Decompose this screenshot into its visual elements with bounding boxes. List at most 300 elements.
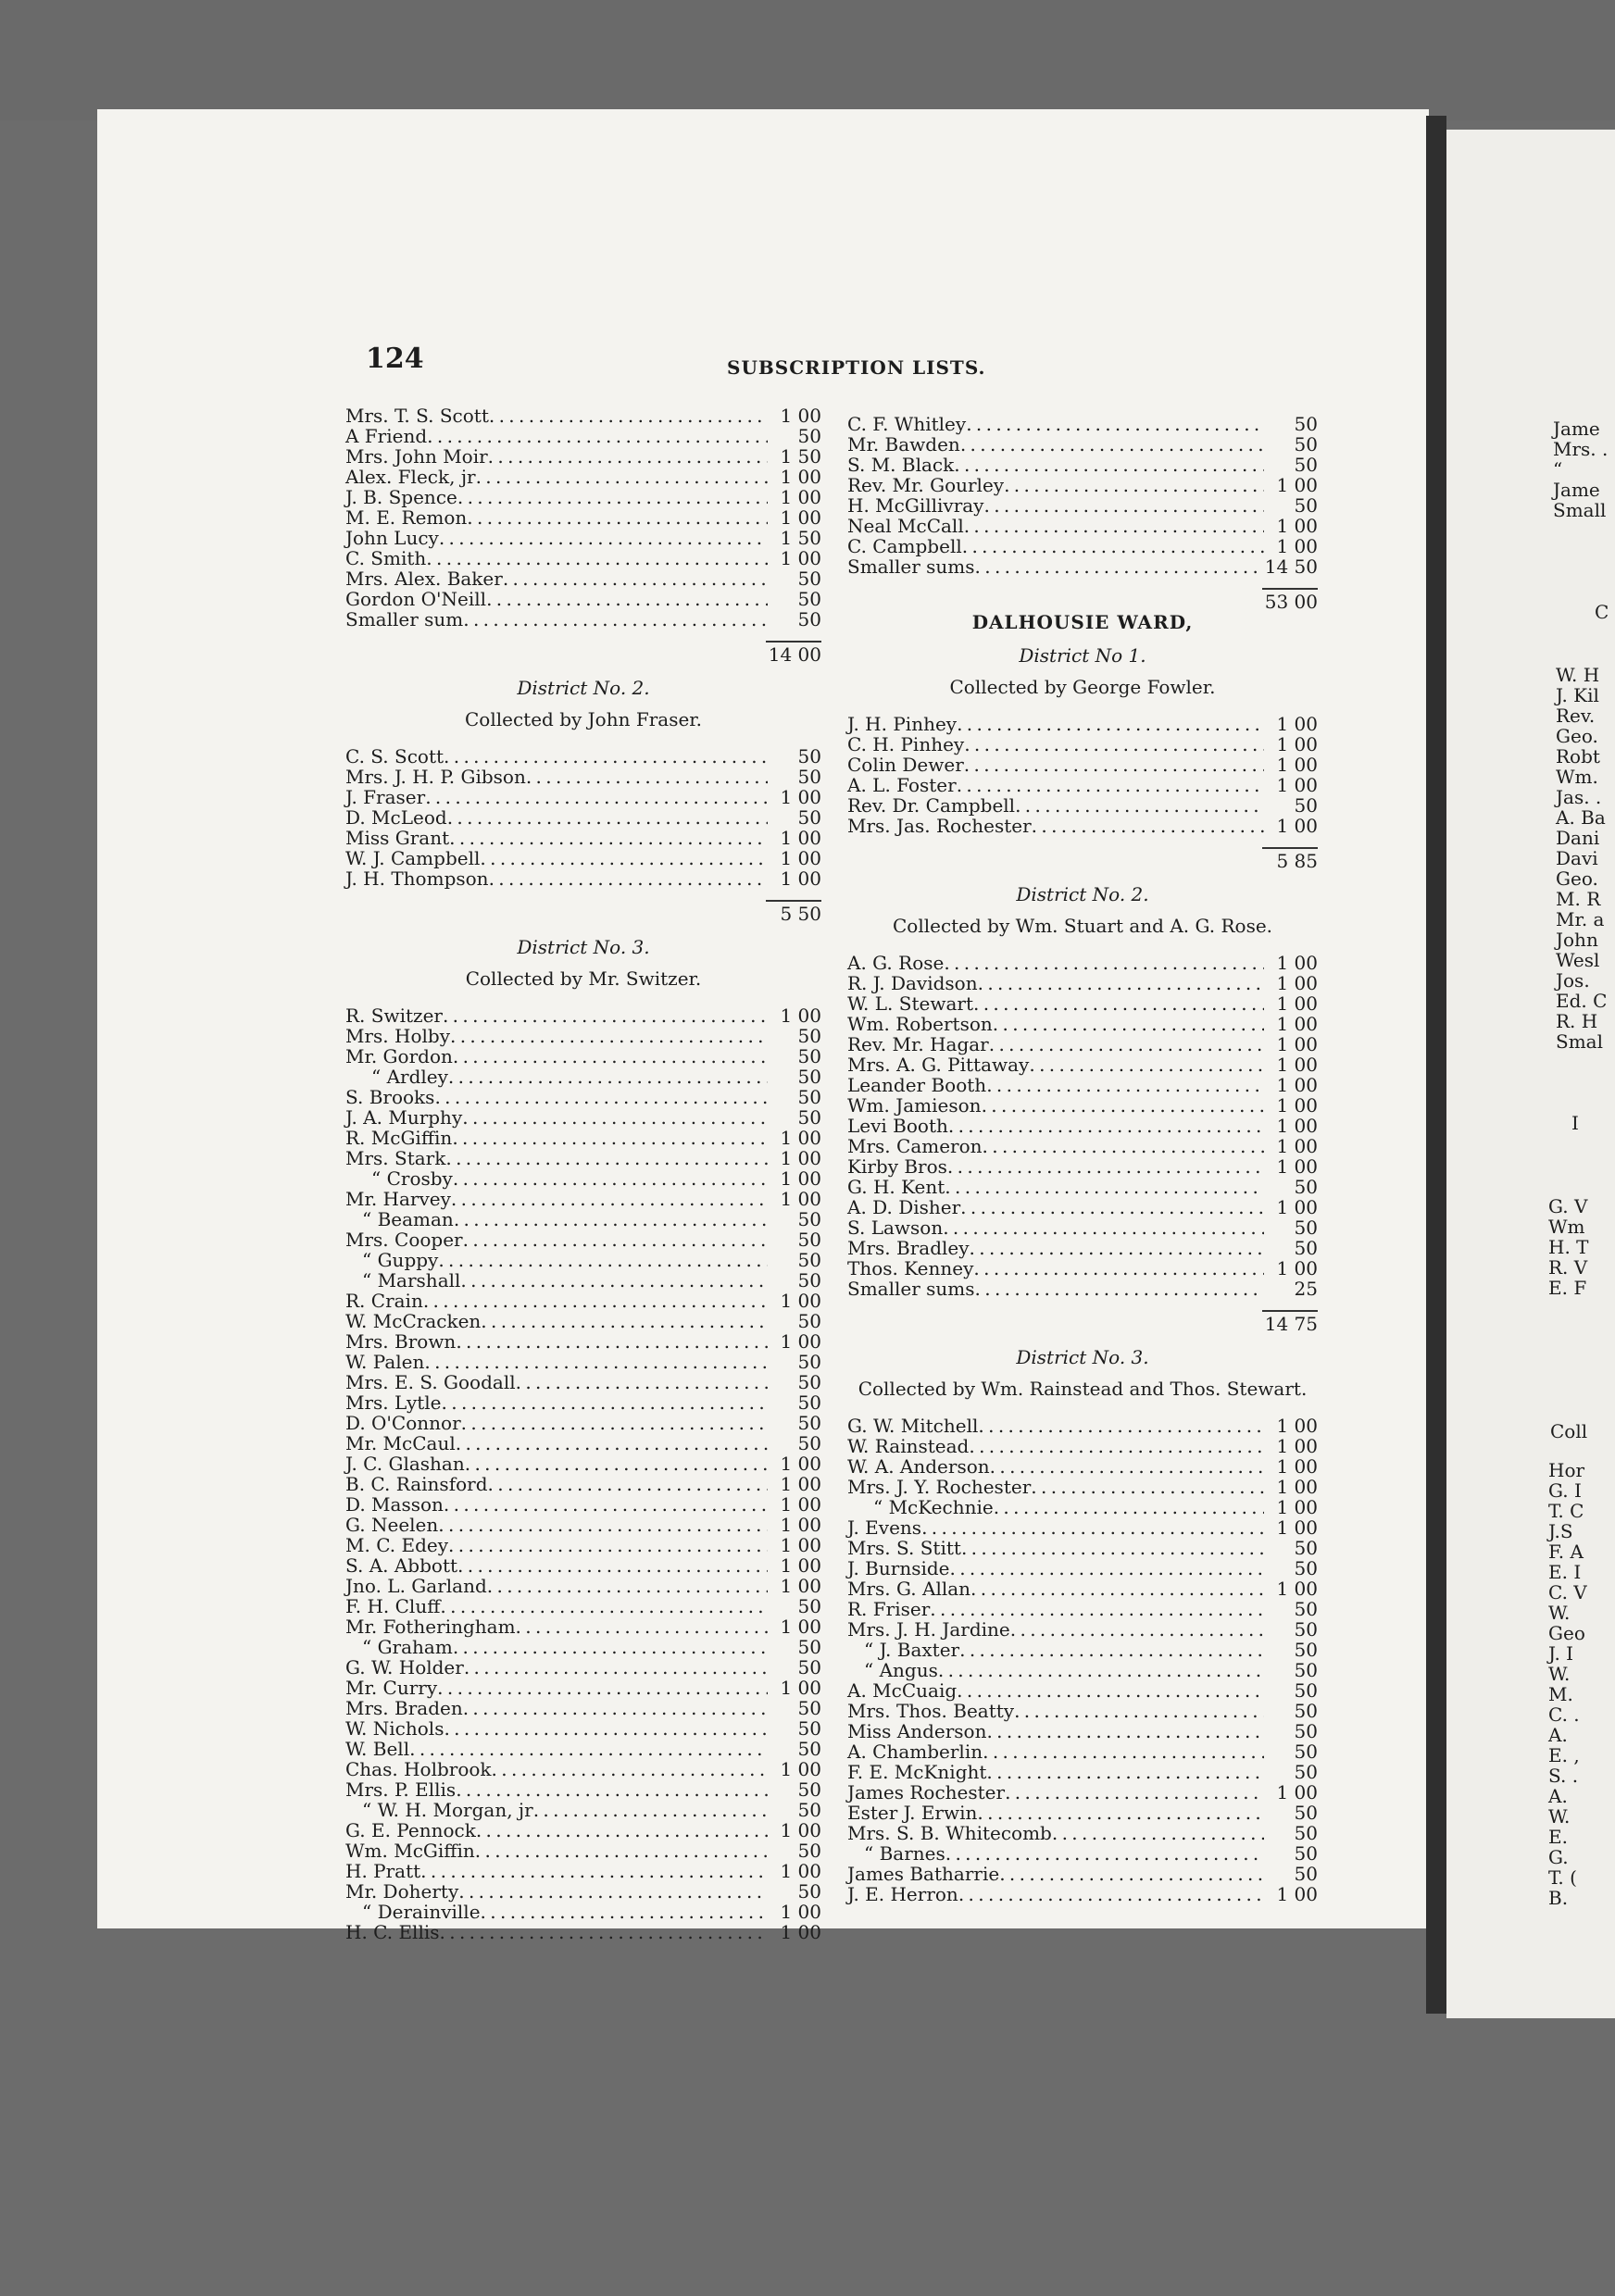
subscriber-name: J. C. Glashan [345, 1453, 465, 1475]
adjacent-fragment-label: I [1571, 1112, 1579, 1134]
subscription-amount: 50 [797, 1432, 821, 1454]
subscription-amount: 50 [1294, 1176, 1318, 1198]
subscription-entry [345, 1128, 821, 1148]
subscriber-name: S. Brooks [345, 1086, 435, 1108]
adjacent-fragment-text: Dani [1556, 827, 1600, 849]
district-heading: District No 1. [1019, 644, 1146, 667]
dot-leader [948, 1116, 1264, 1136]
adjacent-fragment-text: Geo. [1556, 725, 1598, 747]
adjacent-fragment-text: B. [1548, 1887, 1569, 1909]
book-gutter [1426, 116, 1446, 2014]
subscription-amount: 50 [797, 1412, 821, 1434]
subscription-amount: 50 [1294, 1237, 1318, 1259]
subscription-amount: 1 00 [1276, 1781, 1318, 1803]
dot-leader [945, 1843, 1264, 1864]
adjacent-fragment-block-2 [1556, 665, 1607, 1052]
subscriber-name: F. H. Cluff [345, 1595, 441, 1617]
subscription-amount: 1 00 [1276, 1435, 1318, 1457]
subscription-amount: 50 [797, 608, 821, 630]
subscription-amount: 50 [797, 1880, 821, 1903]
subscriber-name: W. J. Campbell [345, 847, 481, 869]
subscription-entry [847, 714, 1318, 734]
dot-leader [476, 1820, 768, 1841]
subscriber-name: C. H. Pinhey [847, 733, 965, 755]
dot-leader [460, 1270, 768, 1291]
subscription-entry [847, 734, 1318, 755]
collector-line: Collected by Mr. Switzer. [465, 967, 702, 990]
adjacent-fragment-text: C. V [1548, 1581, 1587, 1603]
subscription-entry [847, 775, 1318, 795]
district-subscription-list [345, 746, 821, 889]
subscriber-name: G. W. Holder [345, 1656, 464, 1678]
subscription-amount: 1 00 [1276, 1033, 1318, 1055]
subscription-entry [345, 1800, 821, 1820]
subscriber-name: A. Chamberlin [847, 1741, 983, 1763]
subscription-entry [345, 1555, 821, 1576]
subscriber-name: Rev. Mr. Hagar [847, 1033, 989, 1055]
subscription-amount: 50 [1294, 1822, 1318, 1844]
subscription-entry [345, 1841, 821, 1861]
subscriber-name: C. Smith [345, 547, 427, 569]
subscription-entry [847, 1238, 1318, 1258]
subscriber-name: Mrs. T. S. Scott [345, 405, 489, 427]
subscriber-name: Rev. Dr. Campbell [847, 794, 1016, 817]
subscription-amount: 1 00 [780, 827, 821, 849]
dot-leader [439, 528, 768, 548]
dot-leader [950, 1558, 1265, 1578]
subscription-amount: 50 [797, 568, 821, 590]
subscriber-name: Neal McCall [847, 515, 964, 537]
subscriber-name: “ Marshall [362, 1269, 461, 1292]
subscription-entry [345, 767, 821, 787]
dot-leader [1004, 475, 1264, 495]
subscriber-name: C. S. Scott [345, 745, 444, 767]
dot-leader [503, 568, 768, 589]
dot-leader [480, 848, 768, 868]
subscription-entry [847, 1258, 1318, 1279]
adjacent-fragment-text: Jame [1553, 479, 1600, 501]
subscription-amount: 50 [797, 1249, 821, 1271]
dot-leader [930, 1599, 1264, 1619]
dot-leader [982, 1095, 1264, 1116]
subscription-amount: 50 [1294, 1761, 1318, 1783]
dot-leader [964, 734, 1264, 755]
subscription-amount: 1 00 [780, 1453, 821, 1475]
subscription-entry [345, 1902, 821, 1922]
dot-leader [488, 1474, 768, 1494]
subscription-entry [847, 1477, 1318, 1497]
subscription-entry [345, 1026, 821, 1046]
subscription-amount: 1 00 [780, 1290, 821, 1312]
subscription-entry [345, 1372, 821, 1392]
subscription-amount: 1 00 [1276, 733, 1318, 755]
subscriber-name: Mrs. G. Allan [847, 1578, 971, 1600]
dot-leader [425, 787, 768, 807]
dot-leader [983, 1136, 1264, 1156]
dot-leader [938, 1660, 1264, 1680]
dot-leader [947, 1156, 1264, 1177]
subscriber-name: Miss Anderson [847, 1720, 987, 1742]
dot-leader [443, 1005, 768, 1026]
subscription-amount: 50 [797, 1656, 821, 1678]
subscriber-name: Mrs. Alex. Baker [345, 568, 503, 590]
subscription-amount: 1 00 [1276, 815, 1318, 837]
dot-leader [944, 953, 1264, 973]
total-rule [1262, 847, 1318, 849]
subscriber-name: Alex. Fleck, jr [345, 466, 476, 488]
adjacent-fragment-text: G. V [1548, 1195, 1588, 1217]
district-heading: District No. 3. [517, 936, 650, 958]
subscriber-name: Mr. Harvey [345, 1188, 451, 1210]
subscription-amount: 50 [797, 1025, 821, 1047]
subscriber-name: “ Graham [362, 1636, 453, 1658]
subscription-entry [345, 1718, 821, 1739]
subscription-amount: 1 00 [1276, 952, 1318, 974]
adjacent-fragment-text: Wesl [1556, 949, 1600, 971]
subscription-amount: 1 00 [1276, 1196, 1318, 1218]
adjacent-fragment-text: Jos. [1556, 969, 1590, 992]
subscriber-name: Chas. Holbrook [345, 1758, 492, 1780]
dot-leader [1029, 1054, 1264, 1075]
subscription-entry [345, 1474, 821, 1494]
dot-leader [962, 536, 1264, 556]
dot-leader [993, 1014, 1264, 1034]
dot-leader [440, 1922, 768, 1942]
subscriber-name: Mrs. J. Y. Rochester [847, 1476, 1032, 1498]
subscription-entry [345, 1067, 821, 1087]
subscription-amount: 1 00 [780, 1616, 821, 1638]
subscriber-name: W. Bell [345, 1738, 410, 1760]
subscription-amount: 1 00 [1276, 972, 1318, 994]
subscription-amount: 1 00 [1276, 1257, 1318, 1279]
subscription-entry [345, 1881, 821, 1902]
subscription-entry [847, 414, 1318, 434]
adjacent-fragment-text: G. I [1548, 1479, 1582, 1502]
subscription-amount: 1 00 [1276, 1883, 1318, 1905]
subscriber-name: Mrs. S. B. Whitecomb [847, 1822, 1052, 1844]
subscription-entry [345, 1229, 821, 1250]
subscription-entry [345, 848, 821, 868]
subscription-entry [847, 1136, 1318, 1156]
adjacent-fragment-text: J.S [1548, 1520, 1573, 1542]
subscription-entry [847, 1054, 1318, 1075]
dot-leader [966, 414, 1264, 434]
subscription-entry [847, 1436, 1318, 1456]
adjacent-fragment-text: M. R [1556, 888, 1601, 910]
subscriber-name: J. E. Herron [847, 1883, 958, 1905]
adjacent-fragment-text: W. [1548, 1602, 1571, 1624]
adjacent-fragment-text: E. I [1548, 1561, 1582, 1583]
dot-leader [456, 1331, 768, 1352]
dot-leader [444, 1718, 768, 1739]
subscription-amount: 1 00 [780, 1819, 821, 1841]
dot-leader [961, 1538, 1264, 1558]
dot-leader [526, 767, 768, 787]
dot-leader [986, 1721, 1264, 1741]
subscription-amount: 1 00 [780, 486, 821, 508]
dot-leader [453, 1046, 768, 1067]
subscription-entry [345, 1413, 821, 1433]
dot-leader [983, 1741, 1264, 1762]
subscription-entry [345, 487, 821, 507]
subscription-amount: 1 00 [1276, 1476, 1318, 1498]
subscription-entry [847, 495, 1318, 516]
dot-leader [448, 1067, 768, 1087]
total-rule [766, 900, 821, 902]
subscriber-name: Mrs. Stark [345, 1147, 446, 1169]
subscription-entry [847, 1884, 1318, 1904]
subscription-entry [847, 755, 1318, 775]
dot-leader [943, 1217, 1264, 1238]
subscription-entry [345, 1107, 821, 1128]
subscriber-name: Wm. McGiffin [345, 1840, 475, 1862]
dot-leader [440, 1596, 768, 1616]
subscription-entry [847, 1456, 1318, 1477]
dot-leader [1014, 1701, 1264, 1721]
dot-leader [975, 1279, 1264, 1299]
section-total: 53 00 [1264, 591, 1318, 613]
subscriber-name: Rev. Mr. Gourley [847, 474, 1005, 496]
dot-leader [442, 1392, 768, 1413]
adjacent-fragment-text: E. [1548, 1826, 1568, 1848]
subscriber-name: Ester J. Erwin [847, 1802, 978, 1824]
subscriber-name: M. C. Edey [345, 1534, 449, 1556]
subscription-amount: 50 [797, 766, 821, 788]
dot-leader [463, 1698, 768, 1718]
dot-leader [977, 1803, 1264, 1823]
dot-leader [973, 993, 1264, 1014]
subscription-entry [847, 1843, 1318, 1864]
subscription-amount: 50 [797, 1045, 821, 1067]
subscription-amount: 1 00 [1276, 1013, 1318, 1035]
subscription-entry [847, 953, 1318, 973]
dot-leader [489, 868, 768, 889]
dot-leader [444, 1494, 768, 1515]
subscription-amount: 1 00 [780, 867, 821, 890]
dot-leader [1015, 795, 1264, 816]
subscription-entry [847, 1217, 1318, 1238]
dot-leader [465, 1454, 768, 1474]
subscription-amount: 50 [1294, 1537, 1318, 1559]
subscription-amount: 1 00 [780, 1534, 821, 1556]
dot-leader [970, 1578, 1264, 1599]
subscriber-name: Mr. Doherty [345, 1880, 459, 1903]
subscription-entry [847, 1075, 1318, 1095]
dot-leader [454, 1209, 768, 1229]
subscriber-name: “ Ardley [371, 1066, 448, 1088]
subscription-amount: 1 00 [780, 405, 821, 427]
adjacent-fragment-text: Wm. [1556, 766, 1598, 788]
subscription-entry [345, 528, 821, 548]
subscriber-name: W. A. Anderson [847, 1455, 990, 1478]
subscription-entry [345, 1779, 821, 1800]
adjacent-fragment-text: W. [1548, 1805, 1571, 1828]
subscriber-name: Thos. Kenney [847, 1257, 974, 1279]
subscription-amount: 1 00 [1276, 1516, 1318, 1539]
subscription-entry [345, 507, 821, 528]
subscription-amount: 1 00 [780, 1921, 821, 1943]
subscription-amount: 1 00 [780, 506, 821, 529]
dot-leader [954, 455, 1264, 475]
total-rule [766, 641, 821, 643]
subscription-amount: 1 00 [780, 1677, 821, 1699]
adjacent-fragment-block-1 [1553, 418, 1608, 520]
subscription-amount: 1 00 [1276, 1578, 1318, 1600]
district-heading: District No. 3. [1016, 1346, 1149, 1368]
subscriber-name: G. E. Pennock [345, 1819, 476, 1841]
dot-leader [945, 1177, 1264, 1197]
dot-leader [958, 1884, 1264, 1904]
dot-leader [445, 1148, 768, 1168]
page-number: 124 [366, 343, 424, 375]
subscription-entry [847, 536, 1318, 556]
subscriber-name: J. Fraser [345, 786, 426, 808]
subscription-entry [847, 1578, 1318, 1599]
dot-leader [957, 714, 1264, 734]
adjacent-fragment-text: J. Kil [1556, 684, 1599, 706]
subscriber-name: Mrs. Holby [345, 1025, 450, 1047]
subscriber-name: Mrs. J. H. Jardine [847, 1618, 1010, 1641]
subscription-entry [847, 1538, 1318, 1558]
subscription-amount: 1 00 [780, 1473, 821, 1495]
subscriber-name: S. M. Black [847, 454, 955, 476]
subscription-entry [847, 1517, 1318, 1538]
subscriber-name: J. A. Murphy [345, 1106, 463, 1129]
subscription-amount: 1 00 [1276, 535, 1318, 557]
subscriber-name: B. C. Rainsford [345, 1473, 488, 1495]
subscription-entry [847, 1497, 1318, 1517]
subscription-amount: 1 00 [780, 1330, 821, 1353]
subscriber-name: “ Beaman [362, 1208, 454, 1230]
collector-line: Collected by George Fowler. [949, 676, 1216, 698]
dot-leader [959, 1640, 1264, 1660]
subscriber-name: J. H. Thompson [345, 867, 489, 890]
subscription-amount: 50 [797, 806, 821, 829]
subscriber-name: Mr. Bawden [847, 433, 960, 455]
subscription-amount: 50 [797, 1636, 821, 1658]
subscription-entry [847, 1177, 1318, 1197]
subscription-amount: 50 [1294, 1659, 1318, 1681]
dot-leader [978, 973, 1264, 993]
subscriber-name: Mrs. S. Stitt [847, 1537, 961, 1559]
total-rule [1262, 1310, 1318, 1312]
dot-leader [461, 1413, 768, 1433]
subscriber-name: Mr. Curry [345, 1677, 438, 1699]
adjacent-fragment-text: M. [1548, 1683, 1573, 1705]
subscription-amount: 50 [797, 1371, 821, 1393]
dot-leader [450, 1026, 768, 1046]
dot-leader [456, 1779, 768, 1800]
subscriber-name: S. Lawson [847, 1217, 944, 1239]
dot-leader [424, 1352, 768, 1372]
subscription-amount: 1 00 [780, 1575, 821, 1597]
adjacent-fragment-text: John [1556, 929, 1598, 951]
subscription-entry [345, 446, 821, 467]
district-subscription-list [847, 1416, 1318, 1904]
subscription-entry [847, 1095, 1318, 1116]
dot-leader [1052, 1823, 1264, 1843]
subscription-entry [345, 1698, 821, 1718]
subscription-entry [847, 993, 1318, 1014]
dot-leader [426, 548, 768, 568]
subscriber-name: D. O'Connor [345, 1412, 461, 1434]
subscription-amount: 1 00 [780, 847, 821, 869]
adjacent-fragment-block-4 [1548, 1460, 1587, 1908]
subscription-entry [847, 475, 1318, 495]
subscription-entry [847, 1156, 1318, 1177]
subscription-amount: 1 00 [780, 1147, 821, 1169]
subscriber-name: Colin Dewer [847, 754, 964, 776]
adjacent-fragment-text: E. F [1548, 1277, 1587, 1299]
subscription-amount: 1 00 [780, 466, 821, 488]
subscriber-name: R. Crain [345, 1290, 423, 1312]
dot-leader [1010, 1619, 1264, 1640]
subscriber-name: Mrs. A. G. Pittaway [847, 1054, 1030, 1076]
subscription-entry [345, 828, 821, 848]
top-subscription-list [345, 406, 821, 630]
subscriber-name: James Rochester [847, 1781, 1006, 1803]
section-total: 14 75 [1264, 1313, 1318, 1335]
adjacent-fragment-text: “ [1553, 458, 1563, 480]
subscription-entry [345, 1515, 821, 1535]
adjacent-fragment-text: Smal [1556, 1030, 1603, 1053]
subscription-amount: 1 00 [780, 1860, 821, 1882]
adjacent-fragment-text: Mrs. . [1553, 438, 1609, 460]
dot-leader [438, 1515, 768, 1535]
dot-leader [451, 1189, 768, 1209]
subscriber-name: H. McGillivray [847, 494, 984, 517]
subscription-amount: 25 [1294, 1278, 1318, 1300]
subscription-entry [345, 406, 821, 426]
subscription-entry [345, 1637, 821, 1657]
dot-leader [487, 1576, 768, 1596]
subscription-entry [345, 1352, 821, 1372]
subscriber-name: Levi Booth [847, 1115, 948, 1137]
subscriber-name: S. A. Abbott [345, 1554, 458, 1577]
subscriber-name: J. Evens [847, 1516, 922, 1539]
adjacent-fragment-text: Wm [1548, 1216, 1585, 1238]
subscription-entry [345, 1454, 821, 1474]
adjacent-fragment-text: R. H [1556, 1010, 1598, 1032]
subscription-amount: 50 [1294, 1598, 1318, 1620]
dot-leader [973, 1258, 1264, 1279]
subscriber-name: Mrs. Thos. Beatty [847, 1700, 1015, 1722]
adjacent-fragment-text: W. H [1556, 664, 1600, 686]
subscription-amount: 50 [797, 1351, 821, 1373]
subscriber-name: D. Masson [345, 1493, 444, 1516]
adjacent-fragment-text: Ed. C [1556, 990, 1608, 1012]
dot-leader [481, 1311, 768, 1331]
subscriber-name: J. B. Spence [345, 486, 457, 508]
subscription-amount: 50 [1294, 1679, 1318, 1702]
subscriber-name: H. C. Ellis [345, 1921, 440, 1943]
subscriber-name: J. Burnside [847, 1557, 950, 1579]
subscriber-name: Kirby Bros [847, 1155, 947, 1178]
section-total: 14 00 [768, 643, 821, 666]
subscriber-name: Miss Grant [345, 827, 450, 849]
subscription-entry [847, 1599, 1318, 1619]
adjacent-fragment-text: E. , [1548, 1744, 1580, 1766]
adjacent-fragment-text: F. A [1548, 1541, 1584, 1563]
adjacent-fragment-text: Hor [1548, 1459, 1585, 1481]
subscription-amount: 50 [797, 1799, 821, 1821]
dot-leader [1032, 816, 1264, 836]
subscription-amount: 1 00 [1276, 1155, 1318, 1178]
dot-leader [986, 1762, 1264, 1782]
subscription-entry [345, 1005, 821, 1026]
subscription-amount: 50 [1294, 794, 1318, 817]
subscription-amount: 50 [1294, 1802, 1318, 1824]
